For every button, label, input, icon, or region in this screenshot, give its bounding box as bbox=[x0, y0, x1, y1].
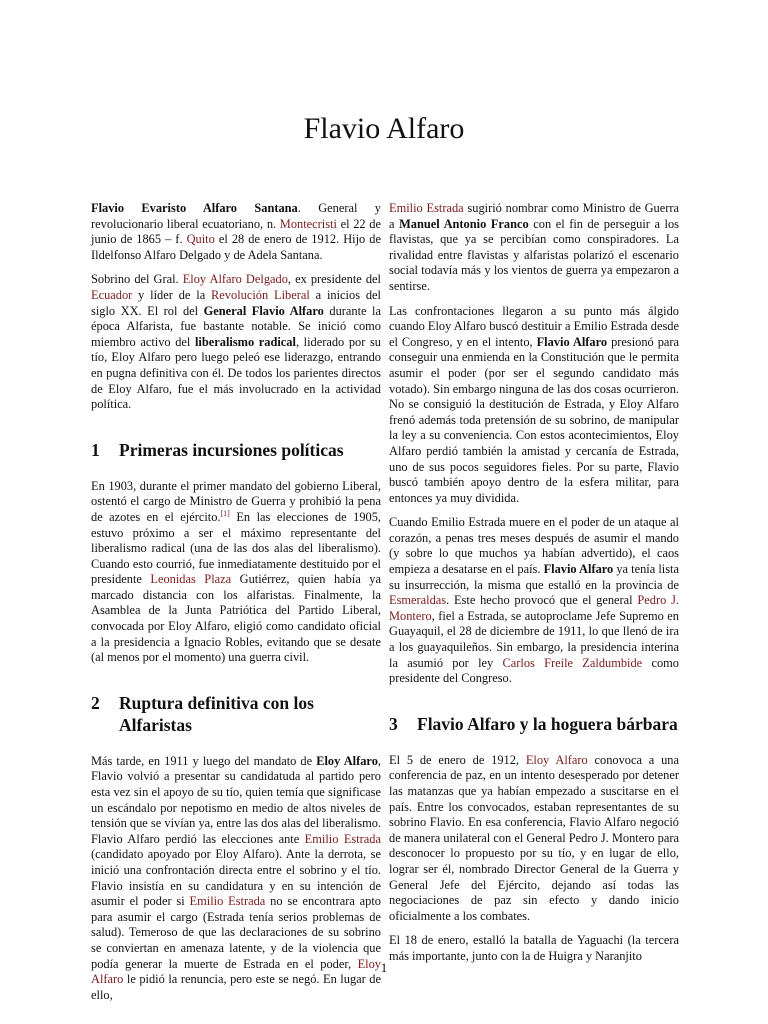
text-run: , Flavio volvió a presentar su candidatuda al partido pero esta vez sin el apoyo de su tío, quien temía que significase un escándalo por nepotismo en medio de altos niveles de tensión que se vivían ya, entre las dos alas del liberalismo. Flavio Alfaro perdió las elecciones ante bbox=[91, 753, 381, 846]
text-run: . Este hecho provocó que el general bbox=[446, 593, 638, 608]
bold-text: Flavio Alfaro bbox=[536, 334, 608, 349]
section-number: 2 bbox=[91, 692, 100, 713]
link-pedro-j-montero[interactable]: Pedro J. Montero bbox=[389, 593, 679, 623]
section-heading-1 bbox=[91, 439, 381, 461]
section-2-paragraph-1-continued bbox=[389, 201, 679, 295]
text-run: sugirió nombrar como Ministro de Guerra a bbox=[389, 201, 679, 231]
text-run: como presidente del Congreso. bbox=[389, 655, 679, 686]
section-1-paragraph-1 bbox=[91, 479, 381, 666]
intro-paragraph-2 bbox=[91, 272, 381, 412]
link-leonidas-plaza[interactable]: Leonidas Plaza bbox=[150, 572, 232, 587]
text-run: Más tarde, en 1911 y luego del mandato de bbox=[91, 753, 317, 768]
bold-text: liberalismo radical bbox=[194, 334, 296, 349]
text-run: con el fin de perseguir a los flavistas, que ya se percibían como conspiradores. La rivalidad entre flavistas y alfaristas polarizó el escenario social todavía más y los vientos de guerra ya empezaron a sentirse. bbox=[389, 216, 679, 293]
link-eloy-alfaro-delgado[interactable]: Eloy Alfaro Delgado bbox=[182, 272, 288, 287]
link-emilio-estrada[interactable]: Emilio Estrada bbox=[389, 201, 464, 215]
text-run: En 1903, durante el primer mandato del gobierno Liberal, ostentó el cargo de Ministro de Guerra y prohibió la pena de azotes en el ejército. bbox=[91, 478, 381, 524]
section-3-paragraph-1 bbox=[389, 753, 679, 925]
bold-text: Manuel Antonio Franco bbox=[399, 216, 529, 231]
text-run: El 5 de enero de 1912, bbox=[389, 752, 526, 767]
text-run: . General y revolucionario liberal ecuatoriano, n. bbox=[91, 201, 381, 231]
text-run: Cuando Emilio Estrada muere en el poder de un ataque al corazón, a penas tres meses después de asumir el mando (y sobre lo que muchos ya habían advertido), el caos empieza a desatarse en el país. bbox=[389, 515, 679, 577]
section-heading-2 bbox=[91, 692, 381, 736]
left-column bbox=[91, 201, 381, 1012]
right-column bbox=[389, 201, 679, 974]
bold-text: Flavio Alfaro bbox=[543, 562, 614, 577]
text-run: El 18 de enero, estalló la batalla de Yaguachi (la tercera más importante, junto con la de Huigra y Naranjito bbox=[389, 933, 679, 963]
link-esmeraldas[interactable]: Esmeraldas bbox=[389, 593, 447, 608]
text-run: durante la época Alfarista, fue bastante notable. Se inició como miembro activo del bbox=[91, 303, 381, 349]
bold-text: Eloy Alfaro bbox=[316, 753, 378, 768]
text-run: , fiel a Estrada, se autoproclame Jefe Supremo en Guayaquil, el 28 de diciembre de 1911, lo que llenó de ira a los guayaquileños. Sin embargo, la presidencia interina la asumió por ley bbox=[389, 608, 679, 670]
link-eloy-alfaro[interactable]: Eloy Alfaro bbox=[91, 956, 381, 987]
text-run: , ex presidente del bbox=[287, 272, 381, 287]
text-run: En las elecciones de 1905, estuvo próximo a ser el máximo representante del liberalismo radical (una de las dos alas del liberalismo). Cuando esto courrió, fue inmediatamente destituido por el presidente bbox=[91, 509, 381, 587]
link-quito[interactable]: Quito bbox=[186, 232, 215, 247]
subject-name: Flavio Evaristo Alfaro Santana bbox=[91, 201, 298, 215]
bold-text: General Flavio Alfaro bbox=[203, 303, 324, 318]
link-carlos-freile-zaldumbide[interactable]: Carlos Freile Zaldumbide bbox=[502, 655, 643, 670]
text-run: le pidió la renuncia, pero este se negó. En lugar de ello, bbox=[91, 972, 381, 1002]
intro-paragraph-1 bbox=[91, 201, 381, 263]
reference-link[interactable]: [1] bbox=[220, 508, 230, 518]
text-run: el 22 de junio de 1865 – f. bbox=[91, 216, 381, 247]
text-run: el 28 de enero de 1912. Hijo de Ildelfonso Alfaro Delgado y de Adela Santana. bbox=[91, 232, 381, 262]
section-2-paragraph-2 bbox=[389, 304, 679, 507]
section-2-paragraph-3 bbox=[389, 515, 679, 687]
text-run: presionó para conseguir una enmienda en la Constitución que le permita asumir el poder (por ser el segundo candidato más votado). Sin embargo ninguna de las dos cosas ocurrieron. No se consiguió la destitución de Estrada, y Eloy Alfaro frenó además toda pretensión de su sobrino, de manipular la ley a su conveniencia. Con estos acontecimientos, Eloy Alfaro perdió también la amistad y cercanía de Estrada, uno de sus pocos seguidores fieles. Por su parte, Flavio buscó también apoyo dentro de la esfera militar, para entonces ya muy dividida. bbox=[389, 334, 680, 505]
link-emilio-estrada[interactable]: Emilio Estrada bbox=[304, 831, 382, 846]
text-run: a inicios del siglo XX. El rol del bbox=[91, 287, 382, 318]
text-run: Gutiérrez, quien había ya marcado distancia con los alfaristas. Finalmente, la Asamblea de la Junta Patriótica del Partido Liberal, convocada por Eloy Alfaro, eligió como candidato oficial a la presidencia a Ignacio Robles, evitando que se desate (al menos por el momento) una guerra civil. bbox=[91, 572, 381, 665]
section-number: 1 bbox=[91, 439, 100, 460]
link-revolucion-liberal[interactable]: Revolución Liberal bbox=[211, 287, 310, 302]
text-run: (candidato apoyado por Eloy Alfaro). Ante la derrota, se inició una confrontación directa entre el sobrino y el tío. Flavio insistía en su candidatura y en su intención de asumir el poder si bbox=[91, 847, 381, 909]
text-run: , liderado por su tío, Eloy Alfaro pero luego peleó ese liderazgo, entrando en pugna definitiva con él. De todos los parientes directos de Eloy Alfaro, fue el más involucrado en la actividad política. bbox=[91, 334, 381, 412]
text-run: y líder de la bbox=[132, 287, 212, 302]
page-title: Flavio Alfaro bbox=[303, 112, 465, 145]
text-run: conovoca a una conferencia de paz, en un intento desesperado por detener las matanzas que ya habían empezado a suscitarse en el país. Entre los convocados, estaban representantes de su sobrino Flavio. En esa conferencia, Flavio Alfaro negoció de manera unilateral con el General Pedro J. Montero para desconocer lo propuesto por su tío, y en lugar de ello, lograr ser él, nombrado Director General de la Guerra y General Jefe del Ejército, dejando así todas las negociaciones de paz sin efecto y dando inicio oficialmente a los combates. bbox=[389, 752, 680, 923]
text-run: no se encontrara apto para asumir el cargo (Estrada tenía serios problemas de salud). Temeroso de que las declaraciones de su sobrino se conviertan en amenaza latente, y de la violencia que podía generar la muerte de Estrada en el poder, bbox=[91, 894, 381, 971]
link-ecuador[interactable]: Ecuador bbox=[91, 287, 133, 302]
text-run: Las confrontaciones llegaron a su punto más álgido cuando Eloy Alfaro buscó destituir a Emilio Estrada desde el Congreso, y en el intento, bbox=[389, 303, 679, 349]
page-number: 1 bbox=[380, 960, 388, 975]
text-run: Sobrino del Gral. bbox=[91, 272, 183, 287]
section-number: 3 bbox=[389, 713, 398, 734]
link-montecristi[interactable]: Montecristi bbox=[279, 216, 337, 231]
section-title: Ruptura definitiva con los Alfaristas bbox=[119, 692, 314, 735]
section-title: Flavio Alfaro y la hoguera bárbara bbox=[417, 713, 678, 734]
section-heading-3 bbox=[389, 713, 679, 735]
text-run: ya tenía lista su insurrección, la misma que estalló en la provincia de bbox=[389, 562, 680, 592]
link-emilio-estrada[interactable]: Emilio Estrada bbox=[189, 894, 266, 909]
link-eloy-alfaro[interactable]: Eloy Alfaro bbox=[525, 752, 588, 767]
section-title: Primeras incursiones políticas bbox=[119, 439, 344, 460]
